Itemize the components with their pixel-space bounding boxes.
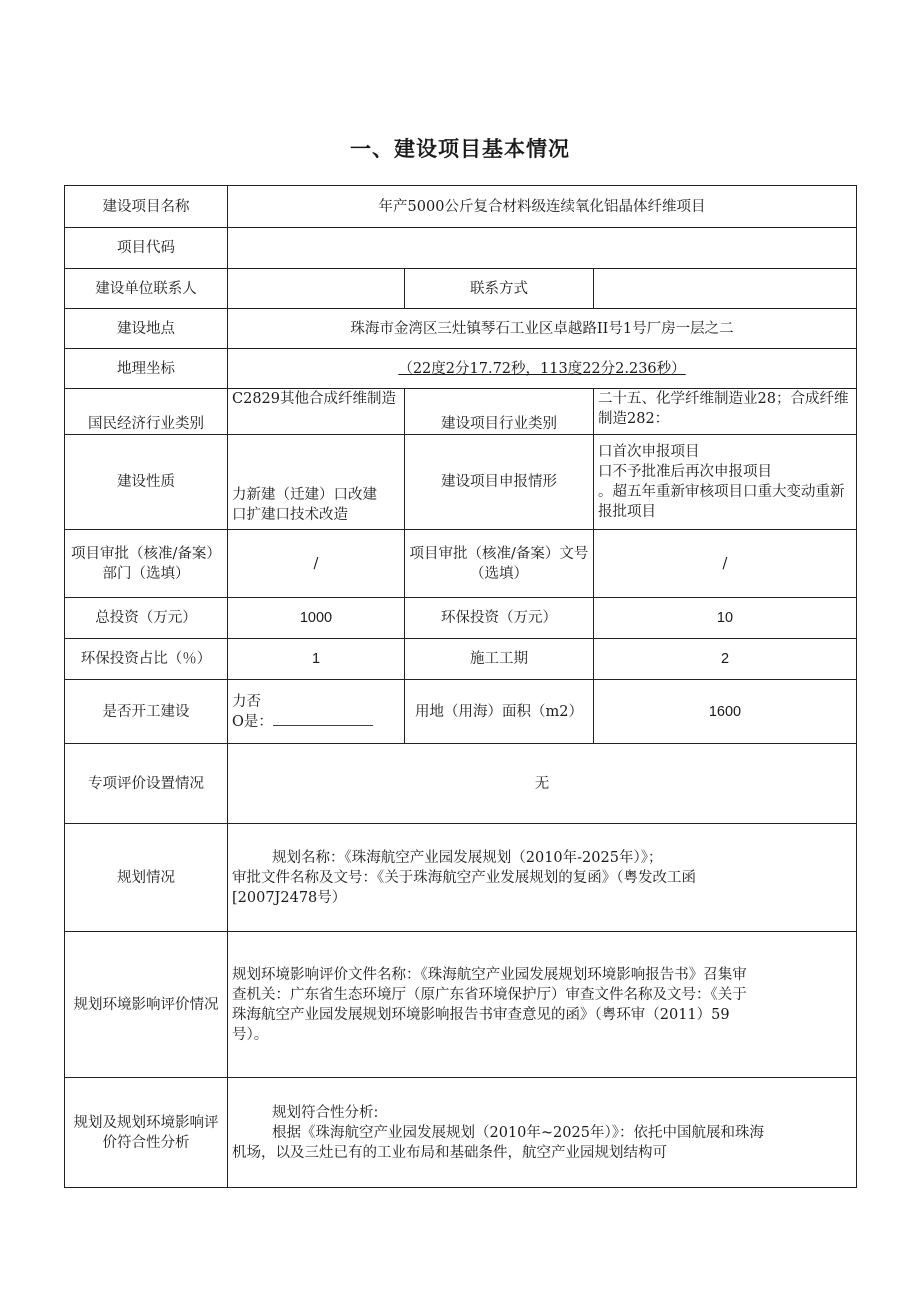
- value-env-investment: 10: [594, 598, 857, 639]
- value-contact-person: [228, 269, 405, 309]
- planning-line-3: [2007J2478号）: [232, 889, 347, 906]
- row-project-name: [65, 186, 857, 228]
- value-location: 珠海市金湾区三灶镇琴石工业区卓越路II号1号厂房一层之二: [228, 309, 857, 349]
- eia-line-4: 号）。: [232, 1026, 269, 1043]
- label-nature: 建设性质: [65, 435, 228, 530]
- started-option-yes-line: [232, 712, 400, 732]
- label-approval-doc: 项目审批（核准/备案）文号（选填）: [405, 530, 594, 598]
- row-project-code: [65, 228, 857, 269]
- application-option-1: 口首次申报项目: [598, 444, 700, 460]
- value-planning: [228, 824, 857, 932]
- compliance-line-1: 根据《珠海航空产业园发展规划（2010年~2025年）》：依托中国航展和珠海: [272, 1124, 764, 1141]
- row-approval: [65, 530, 857, 598]
- value-nature: [228, 435, 405, 530]
- label-application: 建设项目申报情形: [405, 435, 594, 530]
- project-info-table: [64, 185, 857, 1188]
- row-ratio: [65, 639, 857, 680]
- started-option-yes: O是：: [232, 713, 273, 730]
- value-env-ratio: 1: [228, 639, 405, 680]
- value-project-code: [228, 228, 857, 269]
- row-eia: [65, 932, 857, 1078]
- started-option-no: 力否: [232, 693, 261, 710]
- label-compliance: 规划及规划环境影响评价符合性分析: [65, 1078, 228, 1188]
- compliance-line-2: 机场，以及三灶已有的工业布局和基础条件，航空产业园规划结构可: [232, 1144, 667, 1161]
- nature-line-2: 口扩建口技术改造: [232, 507, 348, 523]
- value-compliance: [228, 1078, 857, 1188]
- value-started: [228, 680, 405, 744]
- label-env-investment: 环保投资（万元）: [405, 598, 594, 639]
- value-special-eval: 无: [228, 744, 857, 824]
- eia-line-2: 查机关：广东省生态环境厅（原广东省环境保护厅）审查文件名称及文号：《关于: [232, 986, 747, 1003]
- row-contact: [65, 269, 857, 309]
- label-project-name: 建设项目名称: [65, 186, 228, 228]
- row-location: [65, 309, 857, 349]
- row-nature: [65, 435, 857, 530]
- label-special-eval: 专项评价设置情况: [65, 744, 228, 824]
- row-coordinates: [65, 349, 857, 389]
- row-investment: [65, 598, 857, 639]
- application-option-3: 。超五年重新审核项目口重大变动重新报批项目: [598, 484, 845, 520]
- started-yes-blank: [273, 713, 373, 726]
- value-approval-dept: /: [228, 530, 405, 598]
- value-project-industry: 二十五、化学纤维制造业28；合成纤维制造282：: [594, 389, 857, 435]
- label-location: 建设地点: [65, 309, 228, 349]
- label-planning: 规划情况: [65, 824, 228, 932]
- value-project-name: 年产5000公斤复合材料级连续氧化铝晶体纤维项目: [228, 186, 857, 228]
- compliance-heading: 规划符合性分析:: [272, 1104, 379, 1121]
- value-contact-method: [594, 269, 857, 309]
- value-construction-period: 2: [594, 639, 857, 680]
- application-option-2: 口不予批准后再次申报项目: [598, 464, 772, 480]
- label-project-industry: 建设项目行业类别: [405, 389, 594, 435]
- label-construction-period: 施工工期: [405, 639, 594, 680]
- planning-line-2: 审批文件名称及文号：《关于珠海航空产业发展规划的复函》（粤发改工函: [232, 869, 696, 886]
- label-contact-person: 建设单位联系人: [65, 269, 228, 309]
- page-title: 一、建设项目基本情况: [350, 137, 570, 161]
- nature-line-1: 力新建（迁建）口改建: [232, 487, 377, 503]
- value-land-area: 1600: [594, 680, 857, 744]
- label-started: 是否开工建设: [65, 680, 228, 744]
- row-started: [65, 680, 857, 744]
- row-industry: [65, 389, 857, 435]
- row-compliance: [65, 1078, 857, 1188]
- label-total-investment: 总投资（万元）: [65, 598, 228, 639]
- value-application: [594, 435, 857, 530]
- label-contact-method: 联系方式: [405, 269, 594, 309]
- row-special-eval: [65, 744, 857, 824]
- label-land-area: 用地（用海）面积（m2）: [405, 680, 594, 744]
- row-planning: [65, 824, 857, 932]
- value-eia: [228, 932, 857, 1078]
- label-eia: 规划环境影响评价情况: [65, 932, 228, 1078]
- label-approval-dept: 项目审批（核准/备案）部门（选填）: [65, 530, 228, 598]
- value-national-industry: C2829其他合成纤维制造: [228, 389, 405, 435]
- planning-line-1: 规划名称：《珠海航空产业园发展规划（2010年-2025年）》；: [272, 849, 663, 866]
- value-coordinates: （22度2分17.72秒，113度22分2.236秒）: [228, 349, 857, 389]
- label-national-industry: 国民经济行业类别: [65, 389, 228, 435]
- label-coordinates: 地理坐标: [65, 349, 228, 389]
- eia-line-3: 珠海航空产业园发展规划环境影响报告书审查意见的函》（粤环审（2011）59: [232, 1006, 730, 1023]
- value-total-investment: 1000: [228, 598, 405, 639]
- label-env-ratio: 环保投资占比（％）: [65, 639, 228, 680]
- label-project-code: 项目代码: [65, 228, 228, 269]
- value-approval-doc: /: [594, 530, 857, 598]
- eia-line-1: 规划环境影响评价文件名称：《珠海航空产业园发展规划环境影响报告书》召集审: [232, 966, 747, 983]
